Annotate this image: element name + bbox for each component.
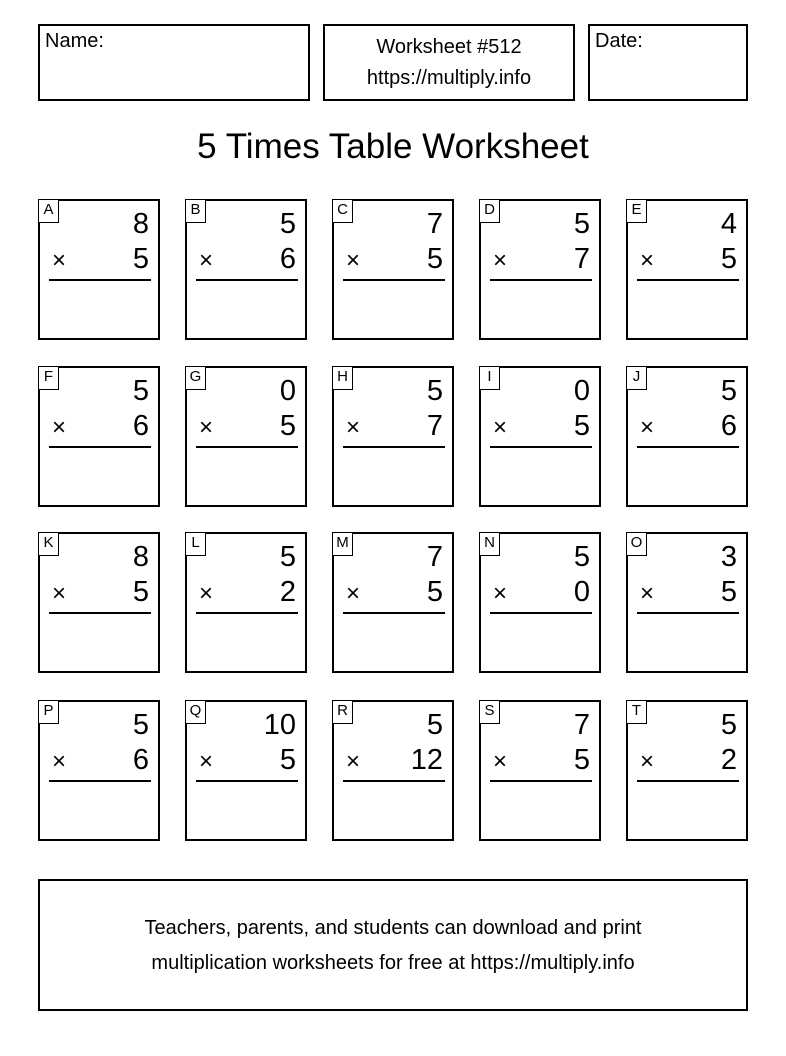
problem-card[interactable]	[38, 199, 160, 340]
problem-card[interactable]	[626, 199, 748, 340]
problem-label: S	[479, 700, 500, 724]
problem-card[interactable]	[332, 366, 454, 507]
multiplier: 5	[573, 410, 590, 442]
multiply-sign: ×	[640, 414, 655, 441]
multiplicand: 8	[132, 541, 149, 573]
multiply-sign: ×	[493, 247, 508, 274]
footer-box	[38, 879, 748, 1011]
multiply-sign: ×	[640, 580, 655, 607]
problem-card[interactable]	[479, 532, 601, 673]
answer-rule	[490, 446, 592, 448]
multiplicand: 5	[426, 709, 443, 741]
multiply-sign: ×	[199, 414, 214, 441]
problem-label: I	[479, 366, 500, 390]
problem-card[interactable]	[38, 366, 160, 507]
answer-rule	[49, 780, 151, 782]
multiplier: 5	[279, 744, 296, 776]
multiplier: 6	[132, 410, 149, 442]
problem-card[interactable]	[479, 366, 601, 507]
multiplicand: 3	[720, 541, 737, 573]
answer-rule	[343, 446, 445, 448]
multiplicand: 8	[132, 208, 149, 240]
problem-label: M	[332, 532, 353, 556]
multiply-sign: ×	[640, 748, 655, 775]
problem-label: Q	[185, 700, 206, 724]
multiplicand: 5	[573, 208, 590, 240]
multiplier: 2	[720, 744, 737, 776]
problem-card[interactable]	[626, 366, 748, 507]
problem-label: T	[626, 700, 647, 724]
multiply-sign: ×	[346, 414, 361, 441]
problem-card[interactable]	[185, 700, 307, 841]
multiplicand: 4	[720, 208, 737, 240]
multiply-sign: ×	[640, 247, 655, 274]
answer-rule	[49, 279, 151, 281]
answer-rule	[343, 279, 445, 281]
problem-label: G	[185, 366, 206, 390]
multiplicand: 5	[132, 709, 149, 741]
problem-card[interactable]	[332, 700, 454, 841]
problem-label: F	[38, 366, 59, 390]
multiplier: 6	[132, 744, 149, 776]
multiplicand: 5	[720, 709, 737, 741]
multiply-sign: ×	[346, 580, 361, 607]
multiplier: 5	[132, 576, 149, 608]
problem-card[interactable]	[479, 700, 601, 841]
multiplicand: 7	[426, 541, 443, 573]
multiplicand: 0	[279, 375, 296, 407]
problem-card[interactable]	[626, 700, 748, 841]
multiply-sign: ×	[493, 580, 508, 607]
problem-label: K	[38, 532, 59, 556]
problem-card[interactable]	[332, 532, 454, 673]
answer-rule	[490, 612, 592, 614]
multiplier: 5	[279, 410, 296, 442]
answer-rule	[490, 780, 592, 782]
problem-label: C	[332, 199, 353, 223]
multiply-sign: ×	[199, 748, 214, 775]
multiplier: 2	[279, 576, 296, 608]
answer-rule	[490, 279, 592, 281]
multiply-sign: ×	[346, 247, 361, 274]
multiplicand: 5	[573, 541, 590, 573]
answer-rule	[343, 612, 445, 614]
problem-card[interactable]	[185, 366, 307, 507]
multiply-sign: ×	[346, 748, 361, 775]
name-field[interactable]	[38, 24, 310, 101]
multiplicand: 5	[426, 375, 443, 407]
worksheet-url: https://multiply.info	[366, 67, 532, 89]
problem-card[interactable]	[38, 700, 160, 841]
multiply-sign: ×	[493, 748, 508, 775]
multiplier: 5	[720, 576, 737, 608]
problem-label: H	[332, 366, 353, 390]
problem-label: J	[626, 366, 647, 390]
multiplicand: 5	[279, 208, 296, 240]
multiplier: 5	[720, 243, 737, 275]
multiplier: 6	[279, 243, 296, 275]
multiplier: 5	[426, 243, 443, 275]
multiplier: 5	[573, 744, 590, 776]
multiply-sign: ×	[52, 748, 67, 775]
name-label: Name:	[45, 30, 104, 52]
answer-rule	[196, 446, 298, 448]
footer-line-2: multiplication worksheets for free at https://multiply.info	[151, 952, 635, 974]
answer-rule	[196, 780, 298, 782]
worksheet-number: Worksheet #512	[376, 36, 522, 58]
problem-label: A	[38, 199, 59, 223]
multiply-sign: ×	[199, 247, 214, 274]
problem-label: E	[626, 199, 647, 223]
date-field[interactable]	[588, 24, 748, 101]
answer-rule	[637, 279, 739, 281]
answer-rule	[343, 780, 445, 782]
answer-rule	[637, 612, 739, 614]
date-label: Date:	[595, 30, 643, 52]
multiplicand: 7	[426, 208, 443, 240]
problem-card[interactable]	[332, 199, 454, 340]
multiplicand: 0	[573, 375, 590, 407]
answer-rule	[196, 279, 298, 281]
problem-label: B	[185, 199, 206, 223]
multiply-sign: ×	[52, 414, 67, 441]
answer-rule	[49, 446, 151, 448]
problem-card[interactable]	[38, 532, 160, 673]
problem-label: D	[479, 199, 500, 223]
multiplier: 12	[410, 744, 443, 776]
multiplier: 7	[573, 243, 590, 275]
problem-card[interactable]	[626, 532, 748, 673]
worksheet-info-box	[323, 24, 575, 101]
answer-rule	[49, 612, 151, 614]
problem-label: P	[38, 700, 59, 724]
multiply-sign: ×	[199, 580, 214, 607]
answer-rule	[637, 780, 739, 782]
problem-card[interactable]	[479, 199, 601, 340]
problem-label: N	[479, 532, 500, 556]
answer-rule	[637, 446, 739, 448]
problem-label: O	[626, 532, 647, 556]
multiplier: 5	[426, 576, 443, 608]
problem-label: L	[185, 532, 206, 556]
multiply-sign: ×	[52, 247, 67, 274]
multiplier: 5	[132, 243, 149, 275]
multiplicand: 7	[573, 709, 590, 741]
multiplier: 0	[573, 576, 590, 608]
multiplier: 6	[720, 410, 737, 442]
multiplicand: 5	[132, 375, 149, 407]
multiply-sign: ×	[52, 580, 67, 607]
footer-line-1: Teachers, parents, and students can download and print	[144, 917, 642, 939]
problem-label: R	[332, 700, 353, 724]
problem-card[interactable]	[185, 532, 307, 673]
problem-card[interactable]	[185, 199, 307, 340]
multiplicand: 5	[279, 541, 296, 573]
multiplier: 7	[426, 410, 443, 442]
multiplicand: 10	[263, 709, 296, 741]
page-title: 5 Times Table Worksheet	[197, 127, 589, 166]
multiply-sign: ×	[493, 414, 508, 441]
answer-rule	[196, 612, 298, 614]
multiplicand: 5	[720, 375, 737, 407]
